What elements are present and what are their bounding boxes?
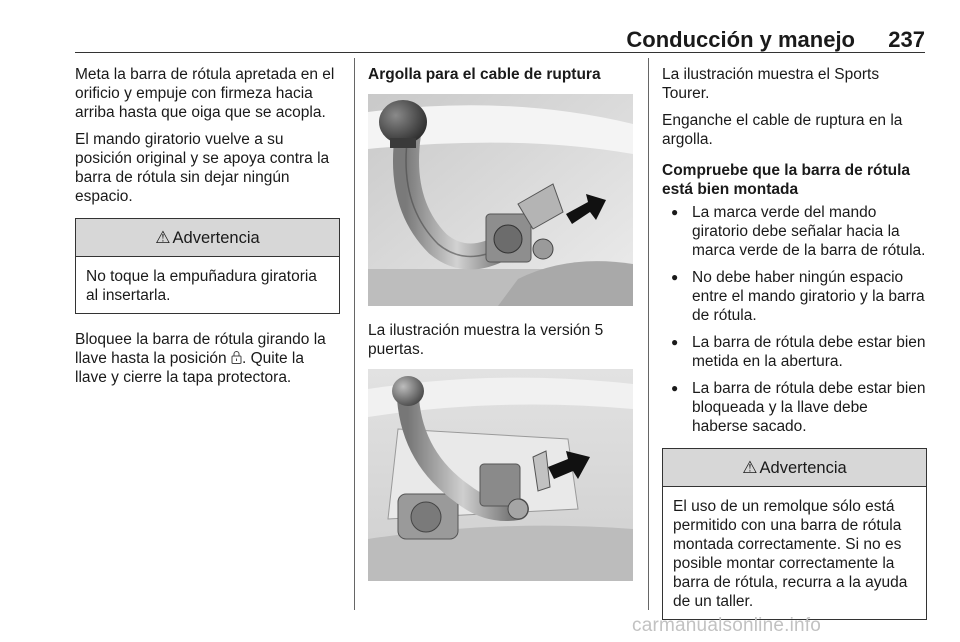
column-2 <box>368 65 633 581</box>
warning-title: Advertencia <box>759 459 847 477</box>
illustration-tow-bar-sports-tourer <box>368 369 633 581</box>
list-item: ● La barra de rótula debe estar bien bloqueada y la llave debe haberse sacado. <box>662 379 927 436</box>
warning-header <box>76 219 339 257</box>
column-1 <box>75 65 340 395</box>
paragraph-insert-ball-bar: Meta la barra de rótula apretada en el orificio y empuje con firmeza hacia arriba hasta que oiga que se acopla. <box>75 66 335 121</box>
warning-title: Advertencia <box>172 229 260 247</box>
column-divider-right <box>648 58 649 610</box>
page-number: 237 <box>888 27 925 52</box>
paragraph-knob-returns: El mando giratorio vuelve a su posición original y se apoya contra la barra de rótula sin dejar ningún espacio. <box>75 131 330 205</box>
warning-box <box>75 218 340 314</box>
warning-box <box>662 448 927 620</box>
caption-5-door: La ilustración muestra la versión 5 puertas. <box>368 322 604 358</box>
list-item: ● La barra de rótula debe estar bien metida en la abertura. <box>662 333 927 371</box>
paragraph-hook-cable: Enganche el cable de ruptura en la argolla. <box>662 112 903 148</box>
list-item: ● La marca verde del mando giratorio debe señalar hacia la marca verde de la barra de rótula. <box>662 203 927 260</box>
list-item: ● No debe haber ningún espacio entre el mando giratorio y la barra de rótula. <box>662 268 927 325</box>
header-rule <box>75 52 925 53</box>
section-title: Conducción y manejo <box>626 27 855 52</box>
check-heading: Compruebe que la barra de rótula está bien montada <box>662 162 911 198</box>
illustration-tow-bar-5-door <box>368 94 633 306</box>
warning-text: El uso de un remolque sólo está permitido con una barra de rótula montada correctamente. Si no es posible montar correctamente la barra de rótula, recurra a la ayuda de un taller. <box>673 498 908 610</box>
column-divider-left <box>354 58 355 610</box>
watermark: carmanualsonline.info <box>632 615 822 636</box>
check-list <box>662 203 927 436</box>
section-heading-tow-eye: Argolla para el cable de ruptura <box>368 66 601 83</box>
padlock-closed-icon <box>231 350 242 367</box>
warning-triangle-icon: ⚠ <box>155 228 171 247</box>
column-3 <box>662 65 927 636</box>
paragraph-lock-key: Bloquee la barra de rótula girando la llave hasta la posición . Quite la llave y cierre la tapa protectora. <box>75 331 326 386</box>
warning-triangle-icon: ⚠ <box>742 458 758 477</box>
warning-header <box>663 449 926 487</box>
caption-sports-tourer: La ilustración muestra el Sports Tourer. <box>662 66 880 102</box>
warning-text: No toque la empuñadura giratoria al insertarla. <box>86 268 317 304</box>
